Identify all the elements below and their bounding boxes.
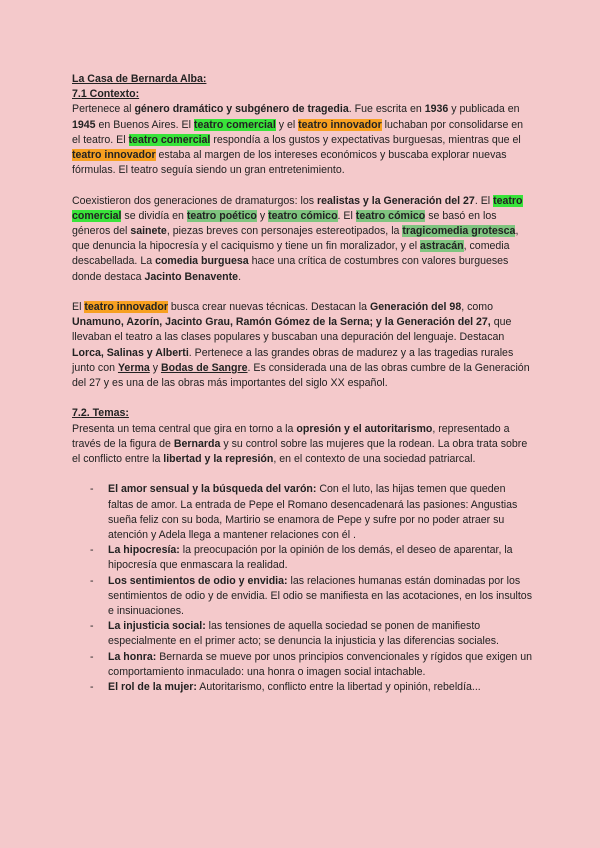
highlight-teatro-innovador: teatro innovador xyxy=(298,118,382,131)
highlight-teatro-comercial: teatro comercial xyxy=(193,118,276,131)
topic-text: las relaciones humanas están dominadas por los sentimientos de odio y de envidia. El odio se manifiesta en las acotaciones, en los insultos e insinuaciones. xyxy=(108,574,532,618)
text-run: en Buenos Aires. El xyxy=(95,118,194,131)
text-run: se basó en los géneros del xyxy=(72,209,497,238)
bold-run: opresión y el autoritarismo xyxy=(296,422,433,435)
topic-text: Bernarda se mueve por unos principios convencionales y rígidos que exigen un comportamiento inmaculado: una honra o imagen social intachable. xyxy=(108,650,532,678)
text-run: . Pertenece a las grandes obras de madurez y a las tragedias rurales junto con xyxy=(72,346,514,374)
list-bullet: - xyxy=(90,650,94,663)
blank-line xyxy=(72,467,532,482)
text-run: busca crear nuevas técnicas. Destacan la xyxy=(167,301,370,314)
text-run: y xyxy=(149,361,161,374)
list-item xyxy=(72,543,532,573)
bold-run: comedia burguesa xyxy=(155,255,249,268)
bold-run: Lorca, Salinas y Alberti xyxy=(72,346,189,359)
text-run: . El xyxy=(474,194,494,207)
highlight-teatro-comercial: teatro comercial xyxy=(72,194,523,222)
work-title-yerma: Yerma xyxy=(117,361,150,374)
text-run: hace una crítica de costumbres con valores burgueses donde destaca xyxy=(72,255,509,283)
topic-label: La hipocresía: xyxy=(108,544,180,557)
list-bullet: - xyxy=(90,681,94,694)
highlight-teatro-comercial: teatro comercial xyxy=(128,133,211,146)
text-run: El xyxy=(72,301,85,314)
list-item xyxy=(72,574,532,620)
bold-run: Generación del 98 xyxy=(369,301,462,314)
list-item xyxy=(72,650,532,680)
text-run: , piezas breves con personajes estereotipados, la xyxy=(166,225,403,238)
topic-label: Los sentimientos de odio y envidia: xyxy=(108,574,288,587)
text-run: . Fue escrita en xyxy=(348,103,425,116)
highlight-teatro-poetico: teatro poético xyxy=(186,209,257,222)
list-item xyxy=(72,680,532,695)
text-run: y el xyxy=(275,118,299,131)
text-run: , como xyxy=(461,301,494,314)
bold-run: Jacinto Benavente xyxy=(144,270,239,283)
text-run: . El xyxy=(337,209,356,222)
text-run: Presenta un tema central que gira en torno a la xyxy=(72,422,297,435)
text-run: Pertenece al xyxy=(72,103,135,116)
blank-line xyxy=(72,178,532,193)
list-item xyxy=(72,619,532,649)
topic-text: Con el luto, las hijas temen que queden faltas de amor. La entrada de Pepe el Romano desencadenará las pasiones: Angustias sueña feliz con su boda, Martirio se enamora de Pepe y sufre por no poder atraer su atención y Adela llega a mantener relaciones con él . xyxy=(108,483,518,542)
list-item xyxy=(72,482,532,543)
text-run: , que denuncia la hipocresía y el caciquismo y tiene un fin moralizador, y el xyxy=(72,225,519,253)
themes-list xyxy=(72,482,532,695)
bold-run: género dramático y subgénero de tragedia xyxy=(134,103,349,116)
text-run: , representado a través de la figura de xyxy=(72,422,510,450)
context-paragraph-2 xyxy=(72,194,532,285)
bold-run: 1936 xyxy=(424,103,449,116)
text-run: que llevaban el teatro a las clases populares y buscaban una depuración del lenguaje. Destacan xyxy=(72,316,512,344)
text-run: luchaban por consolidarse en el teatro. El xyxy=(72,118,524,146)
text-run: . Es considerada una de las obras cumbre de la Generación del 27 y es una de las obras más importantes del siglo XX español. xyxy=(72,361,530,390)
themes-heading: 7.2. Temas: xyxy=(72,407,129,420)
list-bullet: - xyxy=(90,574,94,587)
text-run: . xyxy=(238,270,242,283)
topic-label: La honra: xyxy=(108,650,157,663)
list-bullet: - xyxy=(90,544,94,557)
bold-run: Unamuno, Azorín, Jacinto Grau, Ramón Gómez de la Serna; y la Generación del 27, xyxy=(72,316,491,329)
text-run: se dividía en xyxy=(121,209,187,222)
topic-label: La injusticia social: xyxy=(108,620,206,633)
text-run: respondía a los gustos y expectativas burguesas, mientras que el xyxy=(210,133,521,146)
context-heading: 7.1 Contexto: xyxy=(72,88,140,101)
bold-run: 1945 xyxy=(72,118,96,131)
highlight-teatro-comico: teatro cómico xyxy=(268,209,338,222)
work-title-bodas-de-sangre: Bodas de Sangre xyxy=(160,361,248,374)
context-paragraph-1 xyxy=(72,102,532,178)
blank-line xyxy=(72,391,532,406)
list-bullet: - xyxy=(90,620,94,633)
text-run: y publicada en xyxy=(448,103,520,116)
document-title: La Casa de Bernarda Alba: xyxy=(72,73,207,85)
topic-text: las tensiones de aquella sociedad se ponen de manifiesto especialmente en el primer acto; se denuncia la injusticia y las diferencias sociales. xyxy=(108,620,499,648)
bold-run: Bernarda xyxy=(173,437,221,450)
topic-label: El amor sensual y la búsqueda del varón: xyxy=(108,483,317,496)
highlight-tragicomedia: tragicomedia grotesca xyxy=(402,225,516,238)
text-run: y xyxy=(256,209,269,222)
highlight-teatro-innovador: teatro innovador xyxy=(72,149,156,162)
text-run: Coexistieron dos generaciones de dramaturgos: los xyxy=(72,194,317,207)
document-content xyxy=(72,72,532,695)
text-run: , comedia descabellada. La xyxy=(72,240,510,268)
bold-run: sainete xyxy=(130,225,167,238)
list-bullet: - xyxy=(90,483,94,496)
text-run: , en el contexto de una sociedad patriarcal. xyxy=(273,453,476,466)
bold-run: libertad y la represión xyxy=(163,453,274,466)
highlight-teatro-comico: teatro cómico xyxy=(355,209,426,222)
highlight-teatro-innovador: teatro innovador xyxy=(84,301,168,314)
bold-run: realistas y la Generación del 27 xyxy=(316,194,475,207)
highlight-astracan: astracán xyxy=(420,240,464,253)
topic-text: Autoritarismo, conflicto entre la libertad y opinión, rebeldía... xyxy=(196,681,481,694)
text-run: y su control sobre las mujeres que la rodean. La obra trata sobre el conflicto entre la xyxy=(72,437,528,466)
text-run: estaba al margen de los intereses económicos y buscaba explorar nuevas fórmulas. El teatro seguía siendo un gran entretenimiento. xyxy=(72,149,507,177)
topic-label: El rol de la mujer: xyxy=(108,681,197,694)
themes-paragraph xyxy=(72,422,532,468)
topic-text: la preocupación por la opinión de los demás, el deseo de aparentar, la hipocresía que enmascara la realidad. xyxy=(108,544,513,572)
blank-line xyxy=(72,285,532,300)
context-paragraph-3 xyxy=(72,300,532,391)
